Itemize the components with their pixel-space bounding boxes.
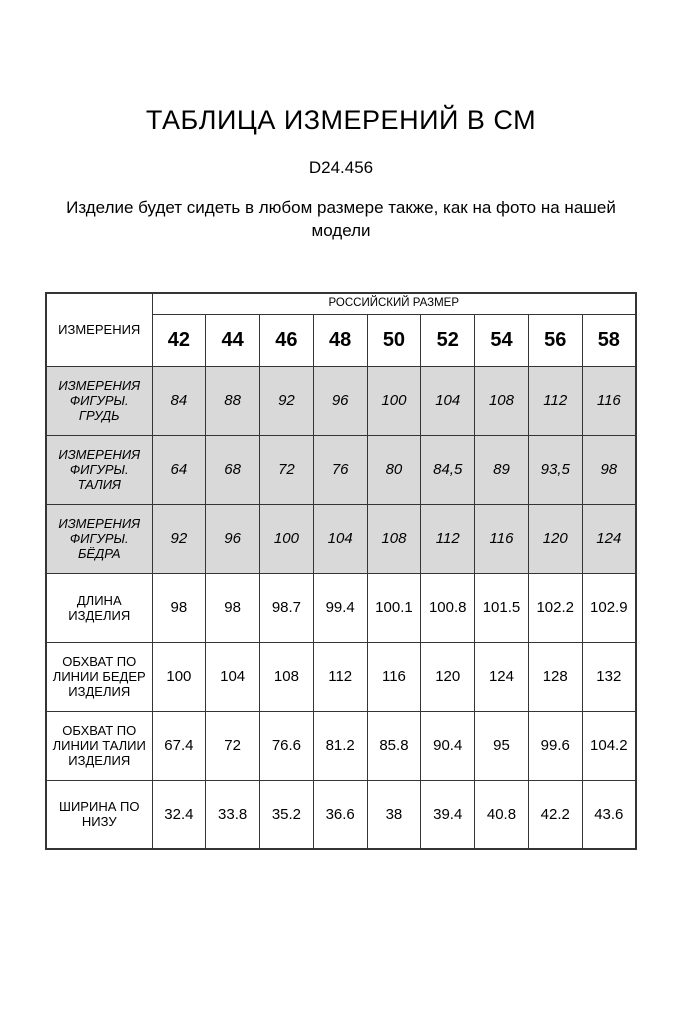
value-cell: 92	[152, 504, 206, 573]
table-row-figure-chest	[46, 366, 636, 435]
value-cell: 124	[582, 504, 636, 573]
value-cell: 68	[206, 435, 260, 504]
value-cell: 98.7	[260, 573, 314, 642]
measurements-column-header: ИЗМЕРЕНИЯ	[46, 293, 152, 366]
value-cell: 64	[152, 435, 206, 504]
value-cell: 116	[367, 642, 421, 711]
value-cell: 85.8	[367, 711, 421, 780]
size-header: 52	[421, 314, 475, 366]
value-cell: 102.2	[528, 573, 582, 642]
size-header: 42	[152, 314, 206, 366]
value-cell: 128	[528, 642, 582, 711]
table-row-figure-waist	[46, 435, 636, 504]
row-label: ИЗМЕРЕНИЯ ФИГУРЫ. БЁДРА	[46, 504, 152, 573]
value-cell: 98	[152, 573, 206, 642]
value-cell: 100.1	[367, 573, 421, 642]
value-cell: 76	[313, 435, 367, 504]
value-cell: 108	[367, 504, 421, 573]
measurements-table	[45, 292, 637, 850]
size-header: 58	[582, 314, 636, 366]
value-cell: 96	[206, 504, 260, 573]
value-cell: 98	[206, 573, 260, 642]
row-label: ИЗМЕРЕНИЯ ФИГУРЫ. ГРУДЬ	[46, 366, 152, 435]
page-title: ТАБЛИЦА ИЗМЕРЕНИЙ В СМ	[145, 105, 537, 135]
value-cell: 84,5	[421, 435, 475, 504]
row-label: ОБХВАТ ПО ЛИНИИ БЕДЕР ИЗДЕЛИЯ	[46, 642, 152, 711]
value-cell: 33.8	[206, 780, 260, 849]
value-cell: 104	[313, 504, 367, 573]
value-cell: 120	[421, 642, 475, 711]
size-header: 46	[260, 314, 314, 366]
value-cell: 99.4	[313, 573, 367, 642]
row-label: ДЛИНА ИЗДЕЛИЯ	[46, 573, 152, 642]
value-cell: 104.2	[582, 711, 636, 780]
value-cell: 39.4	[421, 780, 475, 849]
value-cell: 99.6	[528, 711, 582, 780]
value-cell: 102.9	[582, 573, 636, 642]
table-row-product-bottom-width	[46, 780, 636, 849]
value-cell: 38	[367, 780, 421, 849]
row-label: ШИРИНА ПО НИЗУ	[46, 780, 152, 849]
value-cell: 93,5	[528, 435, 582, 504]
value-cell: 101.5	[475, 573, 529, 642]
value-cell: 89	[475, 435, 529, 504]
value-cell: 32.4	[152, 780, 206, 849]
value-cell: 100	[367, 366, 421, 435]
table-header-row	[46, 293, 636, 314]
value-cell: 81.2	[313, 711, 367, 780]
value-cell: 72	[260, 435, 314, 504]
value-cell: 124	[475, 642, 529, 711]
table-row-figure-hips	[46, 504, 636, 573]
value-cell: 116	[475, 504, 529, 573]
value-cell: 104	[421, 366, 475, 435]
value-cell: 96	[313, 366, 367, 435]
value-cell: 98	[582, 435, 636, 504]
value-cell: 92	[260, 366, 314, 435]
value-cell: 116	[582, 366, 636, 435]
value-cell: 100.8	[421, 573, 475, 642]
value-cell: 80	[367, 435, 421, 504]
row-label: ОБХВАТ ПО ЛИНИИ ТАЛИИ ИЗДЕЛИЯ	[46, 711, 152, 780]
value-cell: 100	[152, 642, 206, 711]
size-header: 48	[313, 314, 367, 366]
table-row-product-hip-girth	[46, 642, 636, 711]
russian-size-group-header: РОССИЙСКИЙ РАЗМЕР	[152, 293, 636, 314]
table-row-product-length	[46, 573, 636, 642]
value-cell: 120	[528, 504, 582, 573]
size-header: 54	[475, 314, 529, 366]
value-cell: 90.4	[421, 711, 475, 780]
value-cell: 42.2	[528, 780, 582, 849]
value-cell: 108	[260, 642, 314, 711]
size-header: 44	[206, 314, 260, 366]
value-cell: 88	[206, 366, 260, 435]
value-cell: 84	[152, 366, 206, 435]
value-cell: 35.2	[260, 780, 314, 849]
article-code: D24.456	[308, 158, 374, 177]
row-label: ИЗМЕРЕНИЯ ФИГУРЫ. ТАЛИЯ	[46, 435, 152, 504]
value-cell: 100	[260, 504, 314, 573]
value-cell: 112	[313, 642, 367, 711]
value-cell: 95	[475, 711, 529, 780]
value-cell: 112	[421, 504, 475, 573]
value-cell: 132	[582, 642, 636, 711]
value-cell: 72	[206, 711, 260, 780]
value-cell: 112	[528, 366, 582, 435]
size-header: 50	[367, 314, 421, 366]
value-cell: 40.8	[475, 780, 529, 849]
value-cell: 43.6	[582, 780, 636, 849]
fit-note: Изделие будет сидеть в любом размере также, как на фото на нашей модели	[66, 198, 616, 240]
value-cell: 36.6	[313, 780, 367, 849]
value-cell: 108	[475, 366, 529, 435]
size-header: 56	[528, 314, 582, 366]
table-row-product-waist-girth	[46, 711, 636, 780]
value-cell: 76.6	[260, 711, 314, 780]
value-cell: 104	[206, 642, 260, 711]
value-cell: 67.4	[152, 711, 206, 780]
